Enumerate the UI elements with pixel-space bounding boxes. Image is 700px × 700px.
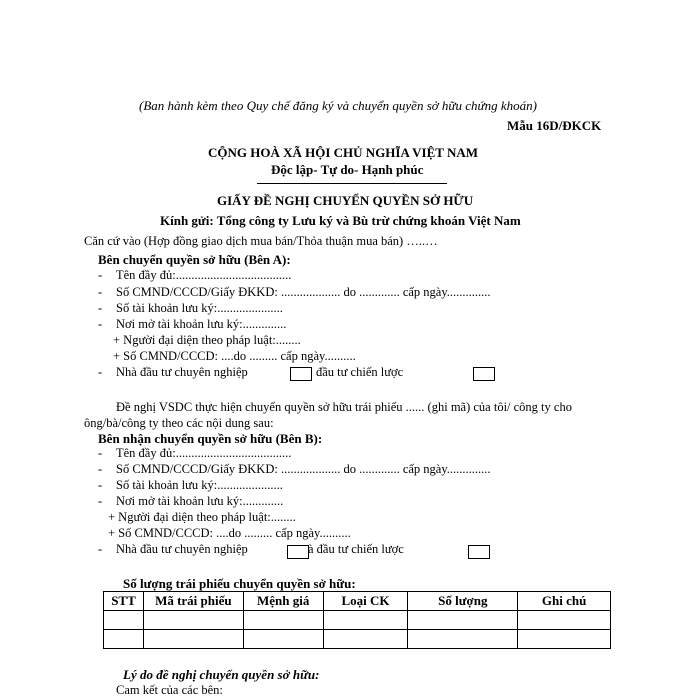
table-cell[interactable] — [408, 611, 518, 630]
bullet: - — [98, 285, 103, 299]
commitment-heading: Cam kết của các bên: — [116, 683, 223, 697]
party-b-rep-id: + Số CMND/CCCD: ....do ......... cấp ngày.......... — [108, 526, 351, 540]
table-cell[interactable] — [243, 611, 323, 630]
column-header-quantity: Số lượng — [408, 592, 518, 611]
party-b-account: Số tài khoản lưu ký:..................... — [116, 478, 283, 492]
table-cell[interactable] — [323, 611, 408, 630]
party-a-rep-id: + Số CMND/CCCD: ....do ......... cấp ngày.......... — [113, 349, 356, 363]
party-a-full-name: Tên đầy đủ:..................................... — [116, 268, 292, 282]
party-a-investor-strategic-checkbox[interactable] — [473, 367, 495, 381]
slogan-underline — [257, 183, 447, 184]
party-a-investor-pro-label: Nhà đầu tư chuyên nghiệp — [116, 365, 248, 379]
bullet: - — [98, 542, 103, 556]
bond-table-caption: Số lượng trái phiếu chuyển quyền sở hữu: — [123, 576, 356, 591]
bullet: - — [98, 462, 103, 476]
table-cell[interactable] — [143, 630, 243, 649]
table-cell[interactable] — [408, 630, 518, 649]
table-cell[interactable] — [323, 630, 408, 649]
party-a-representative: + Người đại diện theo pháp luật:........ — [113, 333, 301, 347]
bullet: - — [98, 365, 103, 379]
bullet: - — [98, 446, 103, 460]
party-b-representative: + Người đại diện theo pháp luật:........ — [108, 510, 296, 524]
party-b-investor-strategic-checkbox[interactable] — [468, 545, 490, 559]
party-a-heading: Bên chuyển quyền sở hữu (Bên A): — [98, 252, 291, 267]
column-header-stt: STT — [104, 592, 144, 611]
party-a-custodian: Nơi mở tài khoản lưu ký:.............. — [116, 317, 287, 331]
table-cell[interactable] — [143, 611, 243, 630]
party-b-custodian: Nơi mở tài khoản lưu ký:............. — [116, 494, 284, 508]
party-b-id: Số CMND/CCCD/Giấy ĐKKD: ................... do ............. cấp ngày.............. — [116, 462, 491, 476]
recipient-line: Kính gửi: Tổng công ty Lưu ký và Bù trừ chứng khoán Việt Nam — [160, 213, 521, 228]
party-a-id: Số CMND/CCCD/Giấy ĐKKD: ................... do ............. cấp ngày.............. — [116, 285, 491, 299]
bullet: - — [98, 317, 103, 331]
column-header-bond-code: Mã trái phiếu — [143, 592, 243, 611]
reason-heading: Lý do đề nghị chuyển quyền sở hữu: — [123, 667, 320, 682]
request-line-1: Đề nghị VSDC thực hiện chuyển quyền sở hữu trái phiếu ...... (ghi mã) của tôi/ công ty cho — [116, 400, 572, 414]
issuance-note: (Ban hành kèm theo Quy chế đăng ký và chuyển quyền sở hữu chứng khoán) — [139, 98, 537, 113]
table-cell[interactable] — [243, 630, 323, 649]
column-header-security-type: Loại CK — [323, 592, 408, 611]
table-row — [104, 630, 611, 649]
party-a-investor-pro-checkbox[interactable] — [290, 367, 312, 381]
party-a-investor-strategic-label: đầu tư chiến lược — [316, 365, 404, 379]
bond-table-header-row — [104, 592, 611, 611]
table-cell[interactable] — [104, 630, 144, 649]
party-b-investor-pro-checkbox[interactable] — [287, 545, 309, 559]
national-slogan: Độc lập- Tự do- Hạnh phúc — [271, 162, 424, 177]
bullet: - — [98, 301, 103, 315]
bullet: - — [98, 494, 103, 508]
table-row — [104, 611, 611, 630]
party-b-heading: Bên nhận chuyển quyền sở hữu (Bên B): — [98, 431, 323, 446]
country-name: CỘNG HOÀ XÃ HỘI CHỦ NGHĨA VIỆT NAM — [208, 145, 479, 160]
column-header-notes: Ghi chú — [518, 592, 611, 611]
table-cell[interactable] — [104, 611, 144, 630]
form-code: Mẫu 16D/ĐKCK — [507, 118, 602, 133]
basis-line: Căn cứ vào (Hợp đồng giao dịch mua bán/Thỏa thuận mua bán) …..… — [84, 234, 438, 248]
party-b-full-name: Tên đầy đủ:..................................... — [116, 446, 292, 460]
document-title: GIẤY ĐỀ NGHỊ CHUYỂN QUYỀN SỞ HỮU — [217, 193, 474, 208]
bullet: - — [98, 268, 103, 282]
table-cell[interactable] — [518, 630, 611, 649]
table-cell[interactable] — [518, 611, 611, 630]
request-line-2: ông/bà/công ty theo các nội dung sau: — [84, 416, 274, 430]
party-b-investor-strategic-label: à đầu tư chiến lược — [308, 542, 404, 556]
column-header-par-value: Mệnh giá — [243, 592, 323, 611]
bullet: - — [98, 478, 103, 492]
bond-table — [103, 591, 611, 649]
party-b-investor-pro-label: Nhà đầu tư chuyên nghiệp — [116, 542, 248, 556]
party-a-account: Số tài khoản lưu ký:..................... — [116, 301, 283, 315]
